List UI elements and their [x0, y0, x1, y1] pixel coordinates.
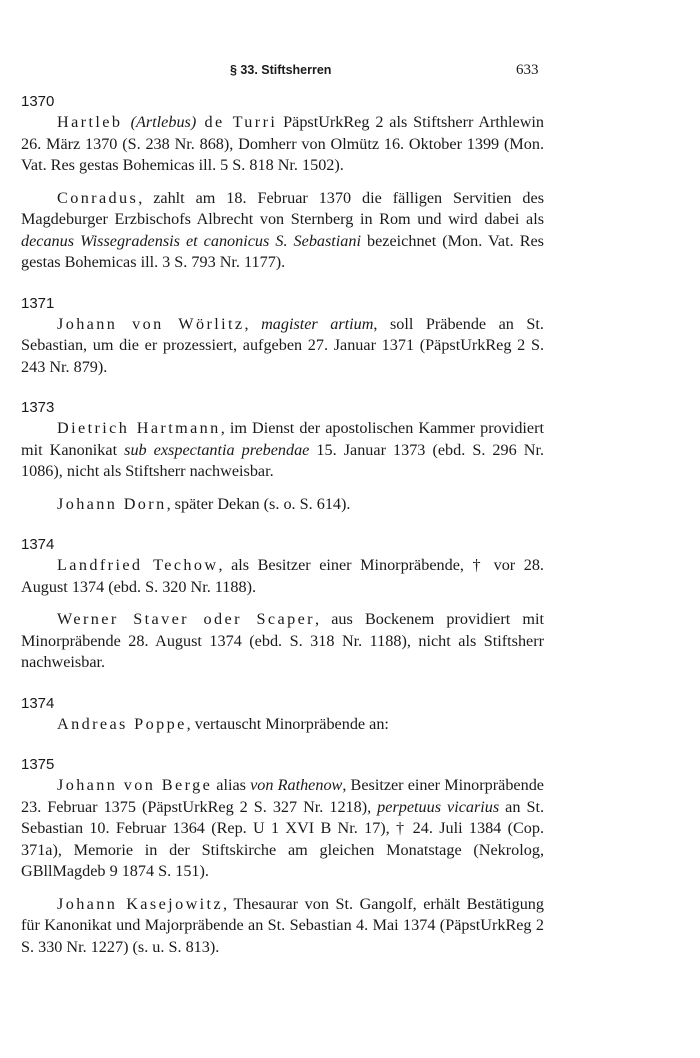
year-heading: 1375	[21, 756, 55, 773]
entry-paragraph	[21, 112, 544, 177]
year-heading: 1370	[21, 93, 55, 110]
entry-text: , aus Bockenem providiert mit Minorpräbende 28. August 1374 (ebd. S. 318 Nr. 1188), nicht als Stiftsherr nachweisbar.	[21, 610, 544, 671]
latin-term: sub exspectantia prebendae	[124, 440, 310, 459]
year-heading: 1371	[21, 294, 55, 312]
entry-text: bezeichnet (Mon. Vat. Res gestas Bohemicas ill. 3 S. 793 Nr. 1177).	[21, 231, 544, 271]
section-title: § 33. Stiftsherren	[230, 63, 332, 77]
person-name: Andreas Poppe	[57, 714, 187, 733]
entry-paragraph	[21, 894, 544, 959]
entry-paragraph	[21, 609, 544, 674]
latin-term: (Artlebus)	[130, 113, 197, 131]
entry-text: PäpstUrkReg 2 als Stiftsherr Arthlewin 26. März 1370 (S. 238 Nr. 868), Domherr von Olmütz 16. Oktober 1399 (Mon. Vat. Res gestas Bohemicas ill. 5 S. 818 Nr. 1502).	[21, 113, 544, 174]
entry-text: , Besitzer einer Minorpräbende 23. Februar 1375 (PäpstUrkReg 2 S. 327 Nr. 1218),	[21, 776, 544, 816]
entry-text: , Thesaurar von St. Gangolf, erhält Bestätigung für Kanonikat und Majorpräbende an St. Sebastian 4. Mai 1374 (PäpstUrkReg 2 S. 330 Nr. 1227) (s. u. S. 813).	[21, 894, 544, 956]
latin-term: magister artium	[261, 314, 374, 333]
latin-term: perpetuus vicarius	[377, 797, 500, 816]
person-name: Hartleb	[57, 113, 131, 131]
latin-term: decanus Wissegradensis et canonicus S. Sebastiani	[21, 231, 361, 250]
entry-paragraph	[21, 555, 544, 598]
person-name: Conradus	[57, 188, 139, 207]
year-heading: 1374	[21, 536, 55, 553]
person-name: Landfried Techow	[57, 556, 219, 574]
latin-term: von Rathenow	[250, 776, 343, 794]
person-name: Johann von Berge	[57, 776, 213, 794]
person-name: Johann Kasejowitz	[57, 894, 224, 913]
entry-paragraph	[21, 714, 544, 736]
entry-text: , vertauscht Minorpräbende an:	[186, 714, 389, 733]
entry-paragraph	[21, 775, 544, 883]
document-body	[21, 91, 544, 958]
person-name: Johann von Wörlitz	[57, 314, 245, 333]
entry-paragraph	[21, 314, 544, 379]
entry-text: , soll Präbende an St. Sebastian, um die er prozessiert, aufgeben 27. Januar 1371 (PäpstUrkReg 2 S. 243 Nr. 879).	[21, 314, 544, 376]
year-heading: 1373	[21, 399, 55, 416]
entry-text: , als Besitzer einer Minorpräbende, † vor 28. August 1374 (ebd. S. 320 Nr. 1188).	[21, 556, 544, 596]
person-name: Dietrich Hartmann	[57, 419, 221, 437]
entry-text: , später Dekan (s. o. S. 614).	[166, 494, 351, 513]
entry-paragraph	[21, 418, 544, 483]
entry-text: ,	[244, 314, 262, 333]
person-name: Johann Dorn	[57, 494, 167, 513]
page-number: 633	[516, 62, 539, 78]
person-name: de Turri	[196, 113, 278, 131]
entry-text: , zahlt am 18. Februar 1370 die fälligen Servitien des Magdeburger Erzbischofs Albrecht von Sternberg in Rom und wird dabei als	[21, 188, 544, 228]
person-name: Werner Staver oder Scaper	[57, 610, 315, 628]
entry-text: , im Dienst der apostolischen Kammer providiert mit Kanonikat	[21, 419, 545, 459]
running-head	[0, 60, 700, 80]
entry-text: alias	[212, 776, 251, 794]
entry-paragraph	[21, 188, 544, 274]
entry-text: 15. Januar 1373 (ebd. S. 296 Nr. 1086), nicht als Stiftsherr nachweisbar.	[21, 440, 545, 480]
year-heading: 1374	[21, 694, 55, 712]
entry-paragraph	[21, 494, 544, 516]
entry-text: an St. Sebastian 10. Februar 1364 (Rep. U 1 XVI B Nr. 17), † 24. Juli 1384 (Cop. 371a), Memorie in der Stiftskirche am gleichen Monatstage (Nekrolog, GBllMagdeb 9 1874 S. 151).	[21, 797, 545, 880]
